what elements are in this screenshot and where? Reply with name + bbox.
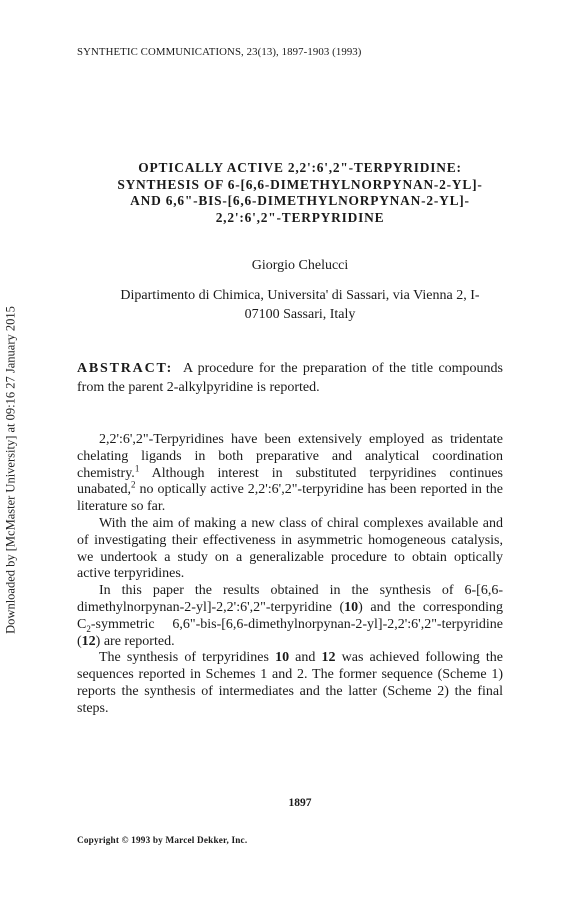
download-watermark — [0, 0, 22, 913]
author-name: Giorgio Chelucci — [251, 258, 349, 273]
compound-number: 12 — [81, 633, 96, 649]
p1-text-c: no optically active 2,2':6',2"-terpyridine has been reported in the literature so far. — [77, 482, 503, 515]
title-line-2: SYNTHESIS OF 6-[6,6-DIMETHYLNORPYNAN-2-YL]- — [117, 176, 483, 192]
p1-text-b: Although interest in substituted terpyridines continues unabated, — [77, 465, 503, 498]
body-paragraph-2: With the aim of making a new class of chiral complexes available and of investigating their effectiveness in asymmetric homogeneous catalysis, we undertook a study on a generalizable procedure to obtain optically active terpyridines. — [77, 515, 503, 582]
p3-text-b: ) and the corresponding C — [77, 599, 503, 632]
p3-text-c: -symmetric 6,6"-bis-[6,6-dimethylnorpynan-2-yl]-2,2':6',2"-terpyridine ( — [77, 616, 503, 649]
affiliation-line-2: 07100 Sassari, Italy — [244, 306, 356, 322]
body-paragraph-1 — [77, 432, 503, 516]
author-affiliation — [90, 287, 510, 324]
p4-text-a: The synthesis of terpyridines — [99, 650, 276, 666]
affiliation-line-1: Dipartimento di Chimica, Universita' di Sassari, via Vienna 2, I- — [120, 288, 480, 303]
p3-text-d: ) are reported. — [95, 633, 175, 649]
article-body — [77, 432, 503, 718]
reference-2: 2 — [131, 479, 136, 490]
compound-number: 12 — [321, 650, 336, 666]
body-paragraph-4 — [77, 650, 503, 717]
copyright-notice: Copyright © 1993 by Marcel Dekker, Inc. — [77, 835, 248, 845]
compound-number: 10 — [275, 650, 290, 666]
body-paragraph-3 — [77, 583, 503, 650]
title-line-3: AND 6,6"-BIS-[6,6-DIMETHYLNORPYNAN-2-YL]- — [130, 193, 470, 208]
page-number: 1897 — [288, 797, 312, 809]
abstract-text: A procedure for the preparation of the title compounds from the parent 2-alkylpyridine is reported. — [77, 361, 503, 395]
p3-text-a: In this paper the results obtained in the synthesis of 6-[6,6-dimethylnorpynan-2-yl]-2,2':6',2"-terpyridine ( — [77, 583, 503, 615]
p1-text-a: 2,2':6',2"-Terpyridines have been extensively employed as tridentate chelating ligands in both preparative and analytical coordination chemistry. — [77, 432, 503, 481]
reference-1: 1 — [134, 462, 140, 473]
journal-header: SYNTHETIC COMMUNICATIONS, 23(13), 1897-1903 (1993) — [77, 46, 362, 58]
download-watermark-text: Downloaded by [McMaster University] at 09:16 27 January 2015 — [3, 306, 18, 634]
title-line-1: OPTICALLY ACTIVE 2,2':6',2"-TERPYRIDINE: — [138, 160, 462, 175]
abstract — [77, 360, 503, 397]
subscript: 2 — [86, 623, 91, 634]
title-line-4: 2,2':6',2"-TERPYRIDINE — [215, 209, 385, 225]
abstract-label: ABSTRACT: — [77, 361, 174, 376]
p4-text-c: was achieved following the sequences reported in Schemes 1 and 2. The former sequence (Scheme 1) reports the synthesis of intermediates and the latter (Scheme 2) the final steps. — [77, 650, 504, 716]
compound-number: 10 — [344, 599, 359, 615]
article-title — [60, 160, 540, 226]
p4-text-b: and — [289, 650, 322, 666]
